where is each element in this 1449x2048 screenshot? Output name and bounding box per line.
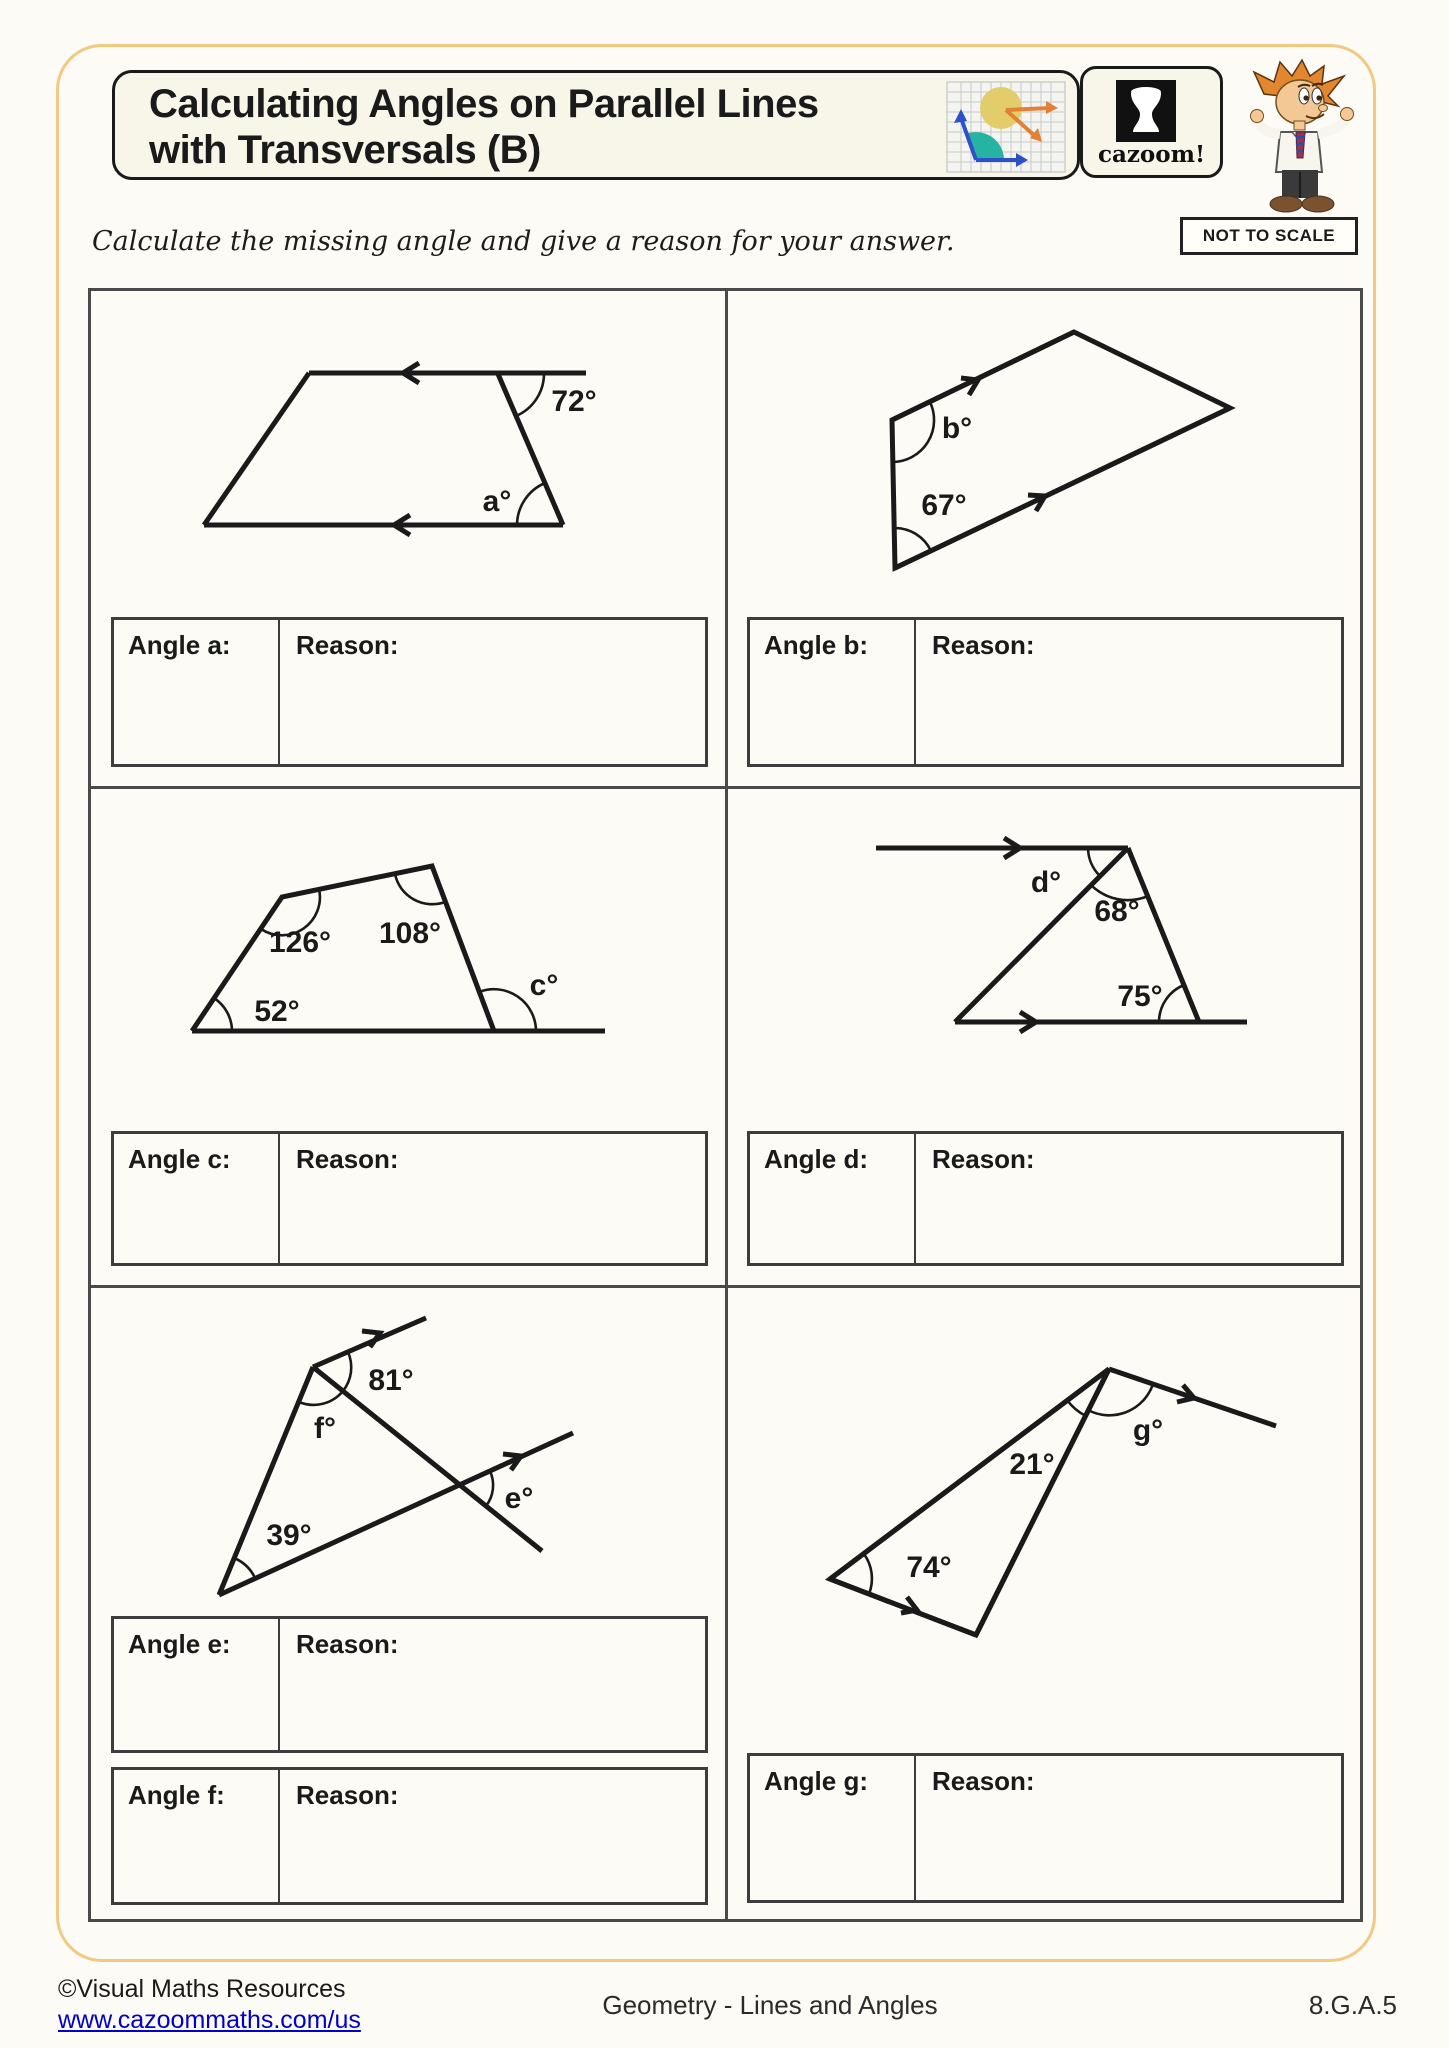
diagram-angle-label: 126°: [268, 926, 332, 959]
diagram-angle-label: a°: [482, 485, 512, 518]
reason-answer-cell: Reason:: [296, 1144, 399, 1174]
diagram-angle-label: 68°: [1094, 895, 1140, 928]
page-title-line2: with Transversals (B): [149, 128, 541, 172]
diagram-angle-label: 72°: [551, 385, 597, 418]
answer-box-b: [747, 617, 1344, 767]
angle-answer-cell: Angle b:: [750, 620, 916, 764]
angle-arc: [864, 1554, 872, 1594]
angle-arc: [343, 1352, 351, 1391]
diagram-angle-label: 81°: [368, 1364, 414, 1397]
diagram-angle-label: 74°: [906, 1551, 952, 1584]
diagram-angle-label: 108°: [378, 917, 442, 950]
footer-category: Geometry - Lines and Angles: [602, 1990, 938, 2020]
footer-link[interactable]: www.cazoommaths.com/us: [58, 2006, 361, 2034]
angle-answer-cell: Angle a:: [114, 620, 280, 764]
angle-answer-cell: Angle e:: [114, 1619, 280, 1750]
diagram-angle-label: c°: [529, 969, 559, 1002]
angle-arc: [234, 1558, 255, 1578]
cazoom-logo-text: cazoom!: [1097, 141, 1206, 168]
diagram-angle-label: 52°: [254, 995, 300, 1028]
answer-box-f: [111, 1767, 708, 1905]
diagram-angle-label: b°: [941, 412, 973, 445]
angle-arc: [486, 1471, 493, 1506]
problems-grid: [88, 288, 1363, 1922]
problem-panel-g: [728, 1288, 1360, 1922]
reason-answer-cell: Reason:: [296, 1780, 399, 1810]
angle-arc: [214, 998, 232, 1031]
answer-box-g: [747, 1753, 1344, 1903]
angle-arc: [299, 1391, 343, 1405]
not-to-scale-label: NOT TO SCALE: [1202, 226, 1336, 245]
problem-panel-c: [91, 789, 728, 1288]
angles-grid-icon: [946, 81, 1066, 178]
angle-arc: [1159, 985, 1184, 1022]
footer-standard-code: 8.G.A.5: [1308, 1990, 1397, 2020]
problem-panel-d: [728, 789, 1360, 1288]
reason-answer-cell: Reason:: [296, 630, 399, 660]
angle-answer-cell: Angle d:: [750, 1134, 916, 1263]
angle-answer-cell: Angle g:: [750, 1756, 916, 1900]
reason-answer-cell: Reason:: [932, 1144, 1035, 1174]
diagram-angle-label: e°: [504, 1482, 534, 1515]
answer-box-a: [111, 617, 708, 767]
diagram-angle-label: d°: [1030, 866, 1062, 899]
answer-box-e: [111, 1616, 708, 1753]
page-title-line1: Calculating Angles on Parallel Lines: [149, 82, 819, 126]
diagram-angle-label: 67°: [921, 489, 967, 522]
title-banner: [112, 70, 1080, 180]
footer-copyright: ©Visual Maths Resources: [58, 1975, 346, 2003]
instruction-text: Calculate the missing angle and give a reason for your answer.: [92, 226, 955, 257]
diagram-angle-label: g°: [1132, 1414, 1164, 1447]
angle-arc: [517, 483, 545, 525]
cazoom-logo: [1080, 66, 1223, 178]
angle-arc: [894, 528, 931, 551]
angle-answer-cell: Angle c:: [114, 1134, 280, 1263]
angle-answer-cell: Angle f:: [114, 1770, 280, 1902]
not-to-scale-badge: [1180, 217, 1358, 255]
diagram-angle-label: 39°: [266, 1519, 312, 1552]
angle-arc: [1088, 848, 1100, 876]
problem-panel-e-f: [91, 1288, 728, 1922]
reason-answer-cell: Reason:: [296, 1629, 399, 1659]
problem-panel-a: [91, 291, 728, 789]
teacher-character-illustration: [1250, 58, 1360, 223]
angle-arc: [1067, 1400, 1086, 1416]
answer-box-d: [747, 1131, 1344, 1266]
page-title: [149, 81, 819, 173]
reason-answer-cell: Reason:: [932, 1766, 1035, 1796]
answer-box-c: [111, 1131, 708, 1266]
diagram-angle-label: f°: [314, 1412, 336, 1445]
reason-answer-cell: Reason:: [932, 630, 1035, 660]
problem-panel-b: [728, 291, 1360, 789]
diagram-angle-label: 75°: [1117, 980, 1163, 1013]
angle-arc: [516, 374, 544, 416]
cazoom-drum-icon: [1116, 80, 1176, 142]
diagram-angle-label: 21°: [1009, 1448, 1055, 1481]
